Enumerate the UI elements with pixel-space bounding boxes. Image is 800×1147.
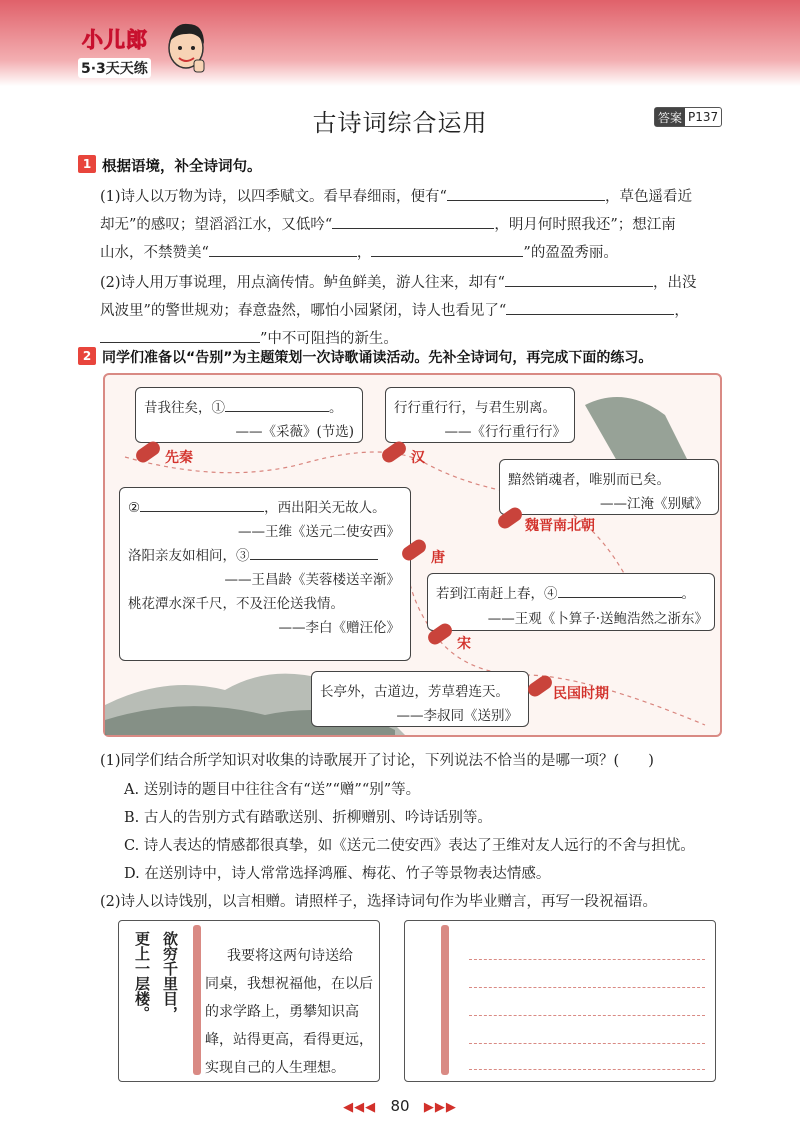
sub-question-2: (2)诗人以诗饯别，以言相赠。请照样子，选择诗词句作为毕业赠言，再写一段祝福语。 (100, 894, 658, 910)
poem-line: 桃花潭水深千尺，不及汪伦送我情。 (128, 596, 344, 612)
era-label-han: 汉 (411, 450, 425, 466)
fill-blank[interactable] (209, 242, 357, 257)
answer-page: P137 (688, 110, 719, 124)
text-segment: ② (128, 500, 141, 516)
example-text-line: 的求学路上，勇攀知识高 (205, 1004, 359, 1020)
poem-line (128, 544, 378, 564)
fill-blank[interactable] (250, 545, 378, 560)
poem-source: ——王昌龄《芙蓉楼送辛渐》 (224, 572, 400, 588)
question-2-heading: 同学们准备以“告别”为主题策划一次诗歌诵读活动。先补全诗词句，再完成下面的练习。 (102, 350, 653, 366)
logo-subtitle: 5·3天天练 (78, 58, 151, 78)
example-note (118, 920, 380, 1082)
poem-line (436, 582, 695, 602)
poem-card-biefu (499, 459, 719, 515)
question-number-2: 2 (78, 347, 96, 365)
poem-line: 行行重行行，与君生别离。 (394, 400, 556, 416)
poem-source: ——《行行重行行》 (444, 424, 566, 440)
fill-blank[interactable] (100, 328, 260, 343)
era-label-tang: 唐 (431, 550, 445, 566)
poem-line (128, 496, 386, 516)
fill-blank[interactable] (225, 397, 329, 412)
answer-reference (654, 107, 722, 127)
writing-line[interactable] (469, 987, 705, 988)
fill-blank[interactable] (140, 497, 264, 512)
text-segment: ， (674, 303, 689, 319)
poem-card-caiwei (135, 387, 363, 443)
answer-label: 答案 (655, 108, 685, 126)
example-text-line: 我要将这两句诗送给 (227, 948, 353, 964)
option-d[interactable]: D. 在送别诗中，诗人常常选择鸿雁、梅花、竹子等景物表达情感。 (124, 866, 551, 882)
poem-source: ——《采薇》(节选) (235, 424, 354, 440)
writing-line[interactable] (469, 1015, 705, 1016)
fill-blank[interactable] (558, 583, 682, 598)
text-segment: 风波里”的警世规劝；春意盎然，哪怕小园紧闭，诗人也看见了“ (100, 303, 507, 319)
page-title: 古诗词综合运用 (312, 109, 488, 137)
poem-card-tang (119, 487, 411, 661)
text-segment: 若到江南赶上春，④ (436, 586, 558, 602)
example-verse-line-1: 欲穷千里目， (161, 931, 179, 1021)
poem-source: ——江淹《别赋》 (600, 496, 708, 512)
q1-p1-line2 (100, 213, 676, 234)
mascot-boy-icon (164, 18, 208, 74)
text-segment: 却无”的感叹；望滔滔江水，又低吟“ (100, 217, 333, 233)
era-label-minguo: 民国时期 (553, 686, 609, 702)
text-segment: ，草色遥看近 (604, 189, 692, 205)
option-c[interactable]: C. 诗人表达的情感都很真挚，如《送元二使安西》表达了王维对友人远行的不舍与担忧。 (124, 838, 695, 854)
era-label-weijin: 魏晋南北朝 (525, 518, 595, 534)
poem-card-songbie (311, 671, 529, 727)
page-number: 80 (390, 1097, 410, 1115)
text-segment: 。 (329, 400, 343, 416)
text-segment: ”的盈盈秀丽。 (523, 245, 618, 261)
question-1-heading: 根据语境，补全诗词句。 (102, 159, 262, 175)
era-label-xianqin: 先秦 (165, 450, 193, 466)
example-text-line: 实现自己的人生理想。 (205, 1060, 345, 1076)
poem-card-busuanzi (427, 573, 715, 631)
example-text-line: 同桌，我想祝福他，在以后 (205, 976, 373, 992)
fill-blank[interactable] (447, 186, 605, 201)
poem-card-xingxing (385, 387, 575, 443)
ribbon-divider (441, 925, 449, 1075)
writing-line[interactable] (469, 1069, 705, 1070)
text-segment: 山水，不禁赞美“ (100, 245, 209, 261)
text-segment: ， (356, 245, 372, 261)
logo-title: 小儿郎 (82, 28, 148, 52)
text-segment: ，出没 (652, 275, 697, 291)
page-footer (0, 1097, 800, 1115)
ribbon-divider (193, 925, 201, 1075)
q1-p2-line3 (100, 327, 398, 348)
fill-blank[interactable] (506, 300, 674, 315)
example-text-line: 峰，站得更高，看得更远， (205, 1032, 373, 1048)
text-segment: 。 (681, 586, 695, 602)
text-segment: ，西出阳关无故人。 (264, 500, 386, 516)
q1-p1-line3 (100, 241, 618, 262)
poem-source: ——王维《送元二使安西》 (238, 524, 400, 540)
era-label-song: 宋 (457, 636, 471, 652)
text-segment: (1)诗人以万物为诗，以四季赋文。看早春细雨，便有“ (100, 189, 447, 205)
text-segment: (2)诗人用万事说理，用点滴传情。鲈鱼鲜美，游人往来，却有“ (100, 275, 505, 291)
question-number-1: 1 (78, 155, 96, 173)
answer-note[interactable] (404, 920, 716, 1082)
fill-blank[interactable] (332, 214, 494, 229)
next-arrows-icon: ▶▶▶ (423, 1100, 457, 1115)
poem-source: ——王观《卜算子·送鲍浩然之浙东》 (487, 611, 708, 627)
poem-source: ——李白《赠汪伦》 (278, 620, 400, 636)
writing-line[interactable] (469, 1043, 705, 1044)
q1-p1-line1 (100, 185, 692, 206)
poem-line (144, 396, 343, 416)
publisher-logo (64, 18, 214, 88)
option-b[interactable]: B. 古人的告别方式有踏歌送别、折柳赠别、吟诗话别等。 (124, 810, 492, 826)
timeline-panel (103, 373, 722, 737)
text-segment: ”中不可阻挡的新生。 (260, 331, 398, 347)
poem-source: ——李叔同《送别》 (396, 708, 518, 724)
fill-blank[interactable] (371, 242, 523, 257)
poem-line: 长亭外，古道边，芳草碧连天。 (320, 684, 509, 700)
prev-arrows-icon: ◀◀◀ (343, 1100, 377, 1115)
example-verse-line-2: 更上一层楼。 (133, 931, 151, 1021)
fill-blank[interactable] (505, 272, 653, 287)
q1-p2-line2 (100, 299, 689, 320)
text-segment: ，明月何时照我还”；想江南 (494, 217, 676, 233)
writing-line[interactable] (469, 959, 705, 960)
text-segment: 昔我往矣，① (144, 400, 225, 416)
q1-p2-line1 (100, 271, 696, 292)
sub-question-1: (1)同学们结合所学知识对收集的诗歌展开了讨论，下列说法不恰当的是哪一项？( ) (100, 753, 654, 769)
text-segment: 洛阳亲友如相问，③ (128, 548, 250, 564)
option-a[interactable]: A. 送别诗的题目中往往含有“送”“赠”“别”等。 (124, 782, 421, 798)
poem-line: 黯然销魂者，唯别而已矣。 (508, 472, 670, 488)
